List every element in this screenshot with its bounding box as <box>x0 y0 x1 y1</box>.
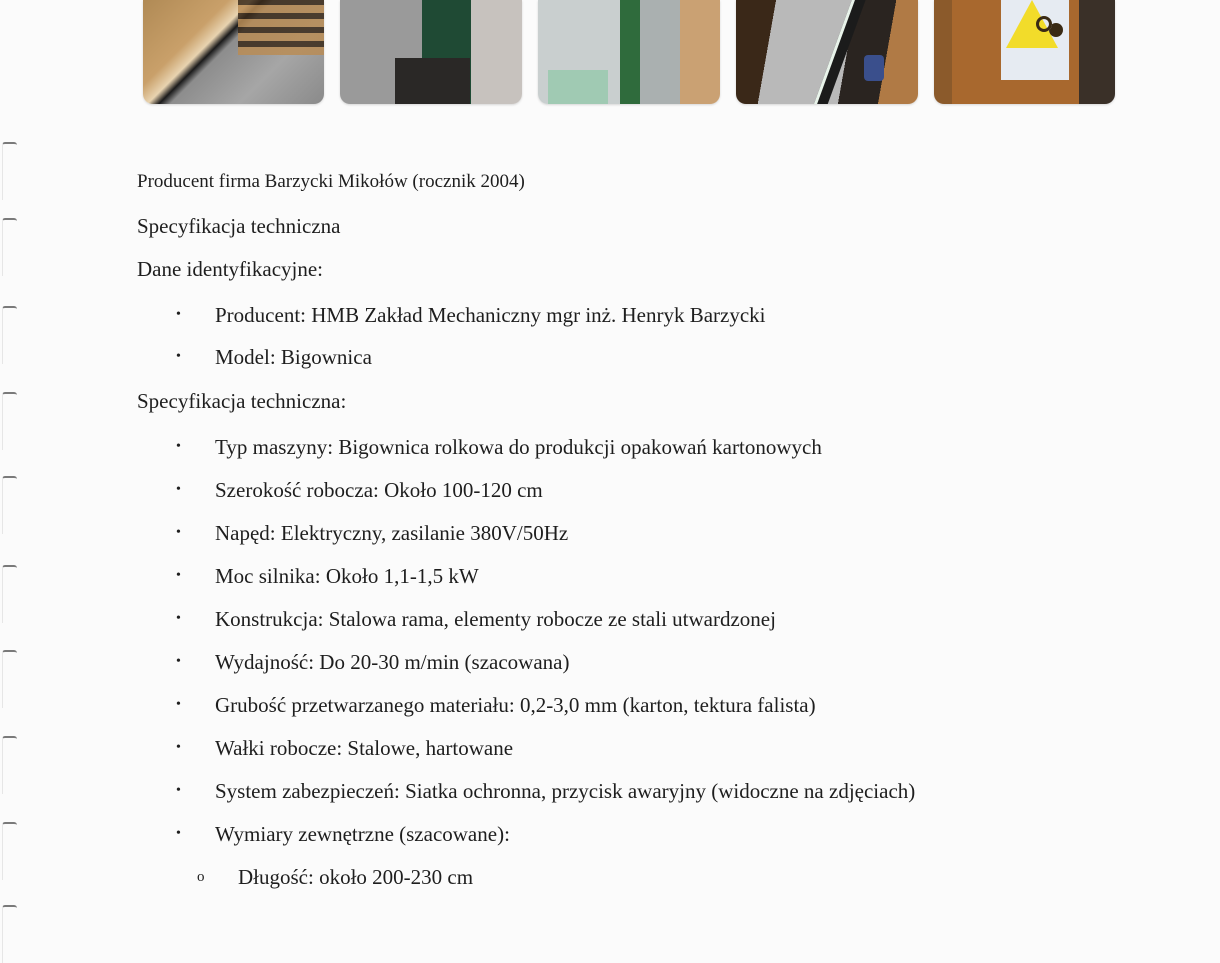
bullet-icon: • <box>176 783 181 798</box>
list-item: Model: Bigownica <box>215 345 372 369</box>
list-item: Konstrukcja: Stalowa rama, elementy robocze ze stali utwardzonej <box>215 607 776 631</box>
list-item: Moc silnika: Około 1,1-1,5 kW <box>215 564 479 588</box>
list-item: Wydajność: Do 20-30 m/min (szacowana) <box>215 650 570 674</box>
bullet-icon: • <box>176 697 181 712</box>
bullet-icon: • <box>176 568 181 583</box>
list-item: Typ maszyny: Bigownica rolkowa do produkcji opakowań kartonowych <box>215 435 822 459</box>
machine-photo <box>736 0 918 104</box>
section-heading: Specyfikacja techniczna <box>137 214 341 238</box>
bullet-icon: • <box>176 349 181 364</box>
binder-hole <box>2 736 17 794</box>
list-item: Szerokość robocza: Około 100-120 cm <box>215 478 543 502</box>
list-item: Wałki robocze: Stalowe, hartowane <box>215 736 514 760</box>
binder-hole <box>2 476 17 534</box>
bullet-icon: • <box>176 482 181 497</box>
machine-photo <box>934 0 1115 104</box>
bullet-icon: • <box>176 525 181 540</box>
binder-hole <box>2 650 17 708</box>
sub-bullet-icon: o <box>197 869 205 885</box>
bullet-icon: • <box>176 654 181 669</box>
machine-photo <box>340 0 522 104</box>
spec-heading: Specyfikacja techniczna: <box>137 389 347 413</box>
binder-hole <box>2 822 17 880</box>
binder-hole <box>2 905 17 963</box>
sub-list-item: Długość: około 200-230 cm <box>238 865 474 889</box>
bullet-icon: • <box>176 439 181 454</box>
machine-photo <box>143 0 324 104</box>
binder-holes <box>0 0 30 915</box>
bullet-icon: • <box>176 826 181 841</box>
photo-strip <box>0 0 1220 104</box>
list-item: Napęd: Elektryczny, zasilanie 380V/50Hz <box>215 521 569 545</box>
list-item: Wymiary zewnętrzne (szacowane): <box>215 822 510 846</box>
id-heading: Dane identyfikacyjne: <box>137 257 324 281</box>
bullet-icon: • <box>176 611 181 626</box>
binder-hole <box>2 218 17 276</box>
list-item: System zabezpieczeń: Siatka ochronna, przycisk awaryjny (widoczne na zdjęciach) <box>215 779 916 803</box>
binder-hole <box>2 392 17 450</box>
intro-text: Producent firma Barzycki Mikołów (rocznik 2004) <box>137 171 525 192</box>
binder-hole <box>2 142 17 200</box>
bullet-icon: • <box>176 740 181 755</box>
machine-photo <box>538 0 720 104</box>
bullet-icon: • <box>176 307 181 322</box>
binder-hole <box>2 306 17 364</box>
list-item: Grubość przetwarzanego materiału: 0,2-3,0 mm (karton, tektura falista) <box>215 693 816 717</box>
list-item: Producent: HMB Zakład Mechaniczny mgr inż. Henryk Barzycki <box>215 303 766 327</box>
binder-hole <box>2 565 17 623</box>
